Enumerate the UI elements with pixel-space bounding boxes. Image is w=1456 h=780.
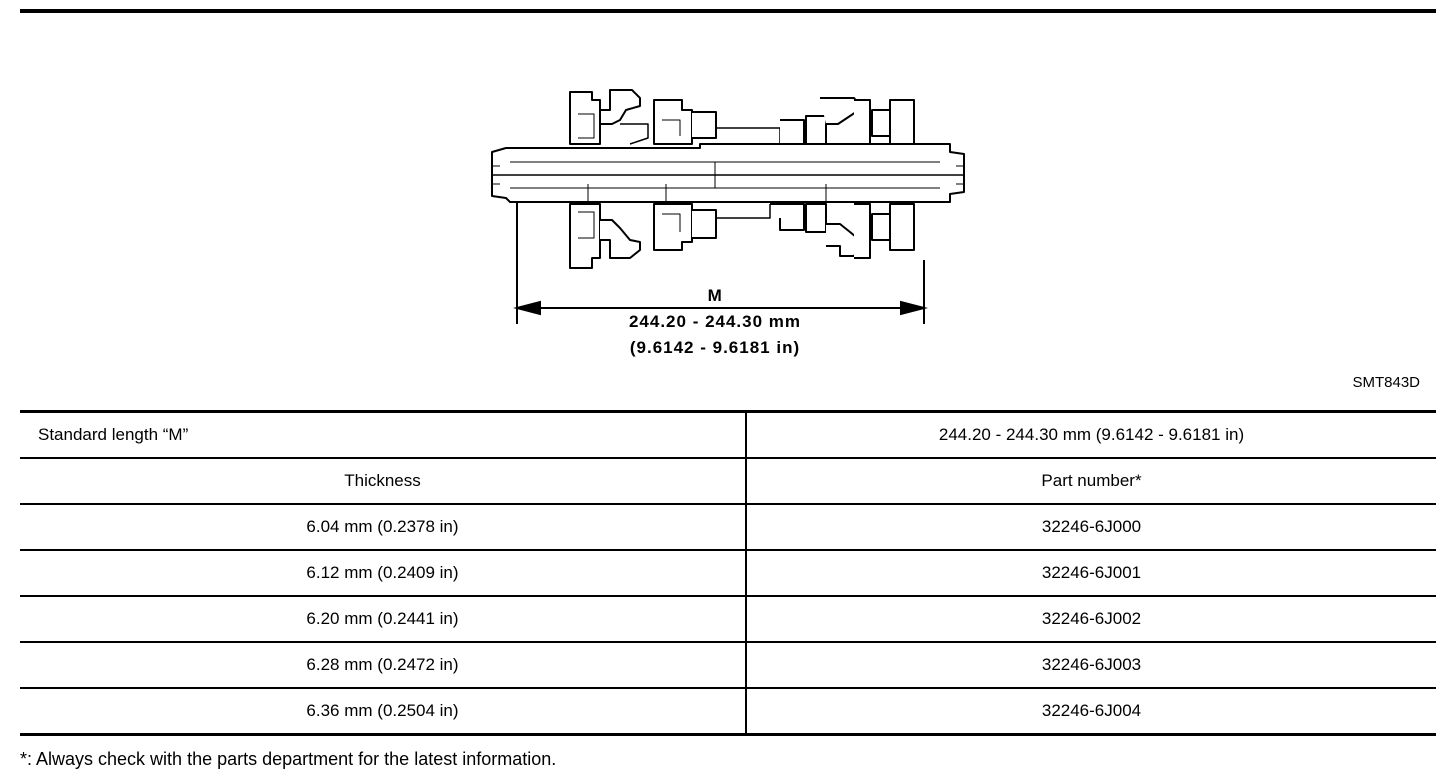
table-row (20, 504, 1436, 550)
standard-length-value: 244.20 - 244.30 mm (9.6142 - 9.6181 in) (938, 425, 1245, 444)
part-number-cell: 32246-6J003 (1041, 655, 1142, 674)
table-row (20, 688, 1436, 735)
thickness-cell: 6.12 mm (0.2409 in) (20, 550, 746, 596)
dimension-label: M (707, 286, 723, 305)
thickness-cell: 6.20 mm (0.2441 in) (20, 596, 746, 642)
top-rule (20, 9, 1436, 13)
table-row-standard (20, 412, 1436, 459)
dimension-in: (9.6142 - 9.6181 in) (629, 338, 801, 357)
part-number-cell: 32246-6J000 (1041, 517, 1142, 536)
figure-code: SMT843D (1352, 374, 1420, 391)
dimension-mm: 244.20 - 244.30 mm (628, 312, 802, 331)
column-header-thickness: Thickness (20, 458, 746, 504)
part-number-cell: 32246-6J002 (1041, 609, 1142, 628)
table-row (20, 550, 1436, 596)
thickness-cell: 6.28 mm (0.2472 in) (20, 642, 746, 688)
part-number-cell: 32246-6J001 (1041, 563, 1142, 582)
table-row (20, 596, 1436, 642)
column-header-part-number: Part number* (1041, 471, 1142, 490)
footnote: *: Always check with the parts department for the latest information. (20, 749, 557, 769)
thickness-cell: 6.04 mm (0.2378 in) (20, 504, 746, 550)
thickness-cell: 6.36 mm (0.2504 in) (20, 688, 746, 735)
table-header-row (20, 458, 1436, 504)
shim-spec-table (20, 410, 1436, 736)
part-number-cell: 32246-6J004 (1041, 701, 1142, 720)
standard-length-label: Standard length “M” (20, 412, 746, 459)
table-row (20, 642, 1436, 688)
